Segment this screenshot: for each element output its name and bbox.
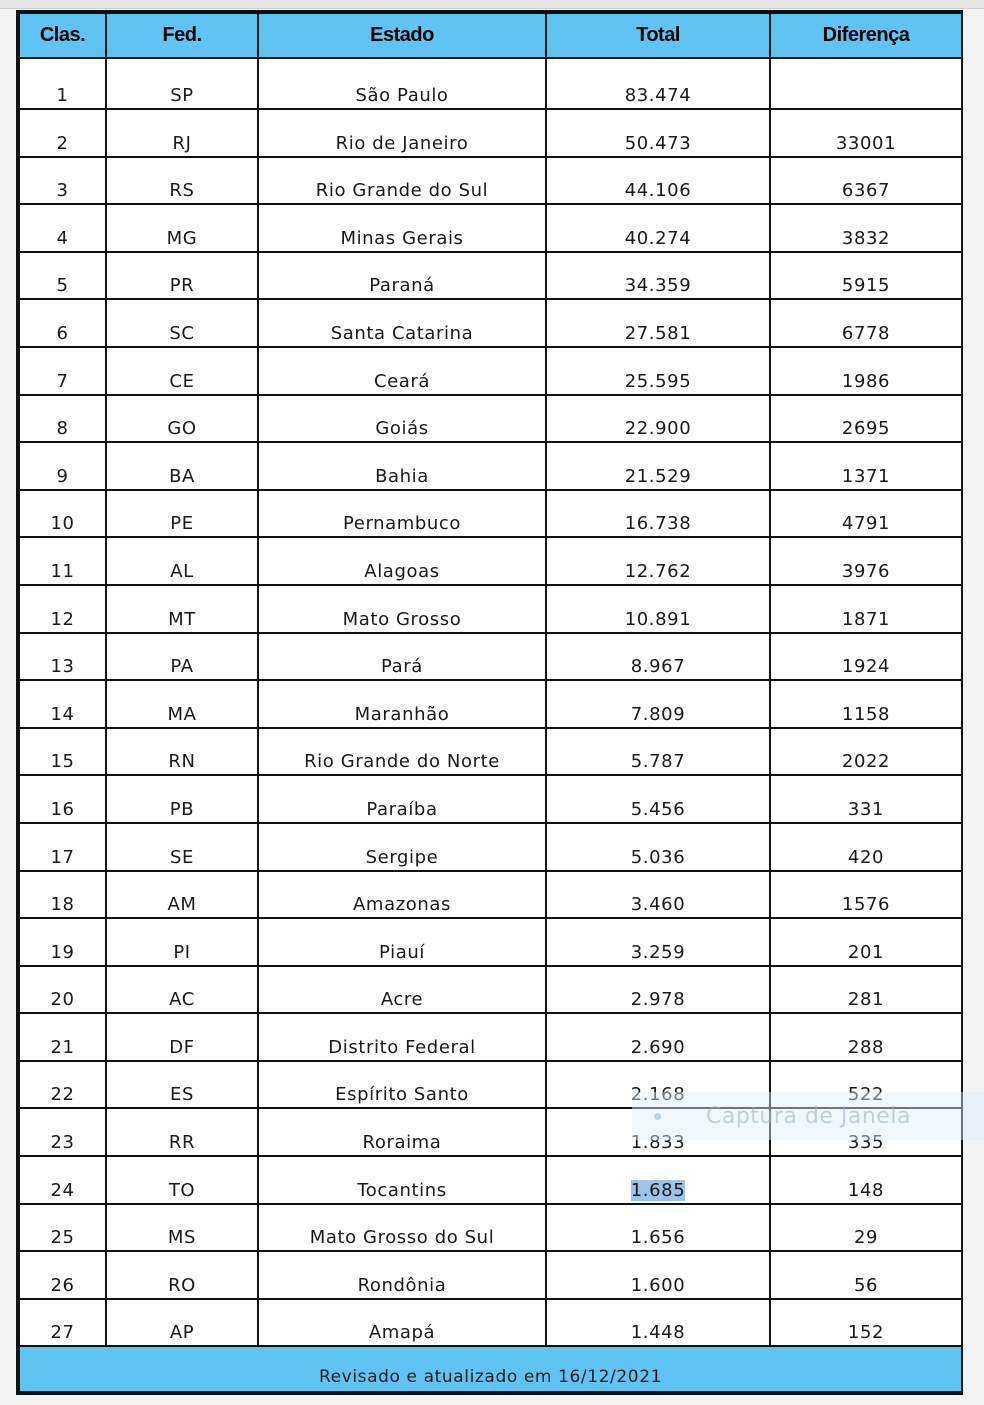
- cell-estado: Minas Gerais: [258, 204, 546, 252]
- cell-estado: Acre: [258, 966, 546, 1014]
- cell-fed: BA: [106, 442, 258, 490]
- cell-fed: PA: [106, 633, 258, 681]
- cell-diferenca: 1576: [770, 871, 962, 919]
- cell-clas: 16: [19, 775, 106, 823]
- cell-estado: Rio de Janeiro: [258, 109, 546, 157]
- cell-clas: 9: [19, 442, 106, 490]
- table-row: [19, 1204, 962, 1252]
- table-body: [19, 58, 962, 1346]
- cell-clas: 26: [19, 1251, 106, 1299]
- cell-diferenca: 3976: [770, 537, 962, 585]
- cell-diferenca: 148: [770, 1156, 962, 1204]
- cell-clas: 5: [19, 252, 106, 300]
- cell-clas: 10: [19, 490, 106, 538]
- cell-estado: Pernambuco: [258, 490, 546, 538]
- cell-clas: 21: [19, 1013, 106, 1061]
- cell-diferenca: 2695: [770, 395, 962, 443]
- cell-fed: PI: [106, 918, 258, 966]
- cell-estado: Mato Grosso: [258, 585, 546, 633]
- cell-diferenca: 56: [770, 1251, 962, 1299]
- header-total: Total: [546, 13, 770, 58]
- cell-estado: Distrito Federal: [258, 1013, 546, 1061]
- cell-fed: AL: [106, 537, 258, 585]
- cell-clas: 17: [19, 823, 106, 871]
- cell-fed: AP: [106, 1299, 258, 1347]
- cell-total: 7.809: [546, 680, 770, 728]
- cell-total: 25.595: [546, 347, 770, 395]
- table-row: [19, 1013, 962, 1061]
- cell-estado: Roraima: [258, 1108, 546, 1156]
- cell-total: 44.106: [546, 157, 770, 205]
- cell-estado: Paraíba: [258, 775, 546, 823]
- table-row: [19, 157, 962, 205]
- cell-estado: Ceará: [258, 347, 546, 395]
- cell-clas: 15: [19, 728, 106, 776]
- cell-fed: RO: [106, 1251, 258, 1299]
- cell-estado: Santa Catarina: [258, 299, 546, 347]
- cell-estado: Rio Grande do Sul: [258, 157, 546, 205]
- cell-clas: 14: [19, 680, 106, 728]
- cell-diferenca: 5915: [770, 252, 962, 300]
- cell-diferenca: 522: [770, 1061, 962, 1109]
- cell-diferenca: [770, 58, 962, 109]
- footer-revision-note: Revisado e atualizado em 16/12/2021: [19, 1346, 962, 1392]
- cell-clas: 13: [19, 633, 106, 681]
- cell-clas: 22: [19, 1061, 106, 1109]
- table-row: [19, 680, 962, 728]
- cell-estado: Amapá: [258, 1299, 546, 1347]
- cell-estado: Maranhão: [258, 680, 546, 728]
- cell-estado: Sergipe: [258, 823, 546, 871]
- cell-estado: Espírito Santo: [258, 1061, 546, 1109]
- cell-clas: 1: [19, 58, 106, 109]
- header-clas: Clas.: [19, 13, 106, 58]
- ranking-table-container: [16, 10, 963, 1395]
- cell-total: 8.967: [546, 633, 770, 681]
- cell-clas: 24: [19, 1156, 106, 1204]
- table-row: [19, 728, 962, 776]
- cell-estado: Piauí: [258, 918, 546, 966]
- table-row: [19, 585, 962, 633]
- cell-estado: Tocantins: [258, 1156, 546, 1204]
- cell-fed: RR: [106, 1108, 258, 1156]
- cell-total: 83.474: [546, 58, 770, 109]
- cell-diferenca: 201: [770, 918, 962, 966]
- cell-total: 50.473: [546, 109, 770, 157]
- table-row: [19, 823, 962, 871]
- cell-fed: SE: [106, 823, 258, 871]
- ranking-table: [18, 12, 963, 1393]
- cell-total: 2.978: [546, 966, 770, 1014]
- cell-fed: RJ: [106, 109, 258, 157]
- cell-total: 27.581: [546, 299, 770, 347]
- cell-clas: 11: [19, 537, 106, 585]
- cell-diferenca: 1986: [770, 347, 962, 395]
- table-row: [19, 252, 962, 300]
- cell-clas: 12: [19, 585, 106, 633]
- cell-fed: RS: [106, 157, 258, 205]
- table-row: [19, 109, 962, 157]
- selected-text[interactable]: 1.685: [630, 1179, 686, 1201]
- cell-total: 1.833: [546, 1108, 770, 1156]
- table-row: [19, 442, 962, 490]
- cell-clas: 3: [19, 157, 106, 205]
- viewer-top-bar: [0, 0, 984, 9]
- cell-total: 34.359: [546, 252, 770, 300]
- cell-fed: RN: [106, 728, 258, 776]
- table-row: [19, 871, 962, 919]
- cell-clas: 4: [19, 204, 106, 252]
- cell-clas: 20: [19, 966, 106, 1014]
- cell-total: 3.259: [546, 918, 770, 966]
- table-row: [19, 395, 962, 443]
- cell-fed: MG: [106, 204, 258, 252]
- cell-estado: Amazonas: [258, 871, 546, 919]
- cell-diferenca: 288: [770, 1013, 962, 1061]
- table-row: [19, 537, 962, 585]
- cell-fed: DF: [106, 1013, 258, 1061]
- cell-fed: ES: [106, 1061, 258, 1109]
- cell-estado: Alagoas: [258, 537, 546, 585]
- cell-total: 1.600: [546, 1251, 770, 1299]
- cell-diferenca: 4791: [770, 490, 962, 538]
- cell-fed: MS: [106, 1204, 258, 1252]
- table-row: [19, 1299, 962, 1347]
- table-row: [19, 1108, 962, 1156]
- table-row: [19, 204, 962, 252]
- table-header-row: [19, 13, 962, 58]
- cell-diferenca: 152: [770, 1299, 962, 1347]
- cell-estado: Pará: [258, 633, 546, 681]
- cell-total: 12.762: [546, 537, 770, 585]
- cell-total: 1.448: [546, 1299, 770, 1347]
- table-row: [19, 58, 962, 109]
- cell-estado: Rondônia: [258, 1251, 546, 1299]
- cell-clas: 2: [19, 109, 106, 157]
- cell-total: 10.891: [546, 585, 770, 633]
- cell-diferenca: 1371: [770, 442, 962, 490]
- cell-total: 2.690: [546, 1013, 770, 1061]
- cell-clas: 23: [19, 1108, 106, 1156]
- cell-diferenca: 420: [770, 823, 962, 871]
- cell-total: 22.900: [546, 395, 770, 443]
- cell-fed: GO: [106, 395, 258, 443]
- cell-diferenca: 29: [770, 1204, 962, 1252]
- cell-diferenca: 6778: [770, 299, 962, 347]
- table-row: [19, 633, 962, 681]
- cell-diferenca: 1871: [770, 585, 962, 633]
- cell-estado: São Paulo: [258, 58, 546, 109]
- cell-clas: 27: [19, 1299, 106, 1347]
- cell-clas: 25: [19, 1204, 106, 1252]
- cell-total: 3.460: [546, 871, 770, 919]
- cell-estado: Rio Grande do Norte: [258, 728, 546, 776]
- cell-total: 2.168: [546, 1061, 770, 1109]
- cell-diferenca: 281: [770, 966, 962, 1014]
- cell-estado: Bahia: [258, 442, 546, 490]
- cell-diferenca: 1924: [770, 633, 962, 681]
- cell-fed: PR: [106, 252, 258, 300]
- table-row: [19, 966, 962, 1014]
- cell-fed: PE: [106, 490, 258, 538]
- cell-fed: SC: [106, 299, 258, 347]
- cell-fed: CE: [106, 347, 258, 395]
- cell-fed: MA: [106, 680, 258, 728]
- cell-total: [546, 1156, 770, 1204]
- cell-fed: PB: [106, 775, 258, 823]
- cell-total: 40.274: [546, 204, 770, 252]
- cell-diferenca: 6367: [770, 157, 962, 205]
- cell-fed: MT: [106, 585, 258, 633]
- table-row: [19, 1251, 962, 1299]
- cell-diferenca: 33001: [770, 109, 962, 157]
- table-row: [19, 1156, 962, 1204]
- cell-fed: TO: [106, 1156, 258, 1204]
- cell-clas: 18: [19, 871, 106, 919]
- header-fed: Fed.: [106, 13, 258, 58]
- capture-label: Captura de Janela: [706, 1104, 911, 1129]
- table-footer-row: [19, 1346, 962, 1392]
- header-estado: Estado: [258, 13, 546, 58]
- cell-fed: SP: [106, 58, 258, 109]
- cell-estado: Paraná: [258, 252, 546, 300]
- cell-total: 5.456: [546, 775, 770, 823]
- table-row: [19, 1061, 962, 1109]
- cell-fed: AM: [106, 871, 258, 919]
- table-row: [19, 775, 962, 823]
- cell-diferenca: 2022: [770, 728, 962, 776]
- table-row: [19, 918, 962, 966]
- cell-clas: 19: [19, 918, 106, 966]
- cell-fed: AC: [106, 966, 258, 1014]
- cell-estado: Goiás: [258, 395, 546, 443]
- cell-total: 1.656: [546, 1204, 770, 1252]
- cell-diferenca: 335: [770, 1108, 962, 1156]
- table-row: [19, 299, 962, 347]
- cell-total: 21.529: [546, 442, 770, 490]
- cell-clas: 8: [19, 395, 106, 443]
- cell-diferenca: 3832: [770, 204, 962, 252]
- cell-total: 5.787: [546, 728, 770, 776]
- table-row: [19, 490, 962, 538]
- cell-diferenca: 1158: [770, 680, 962, 728]
- cell-estado: Mato Grosso do Sul: [258, 1204, 546, 1252]
- header-diferenca: Diferença: [770, 13, 962, 58]
- cell-clas: 7: [19, 347, 106, 395]
- table-row: [19, 347, 962, 395]
- cell-clas: 6: [19, 299, 106, 347]
- cell-total: 5.036: [546, 823, 770, 871]
- cell-total: 16.738: [546, 490, 770, 538]
- cell-diferenca: 331: [770, 775, 962, 823]
